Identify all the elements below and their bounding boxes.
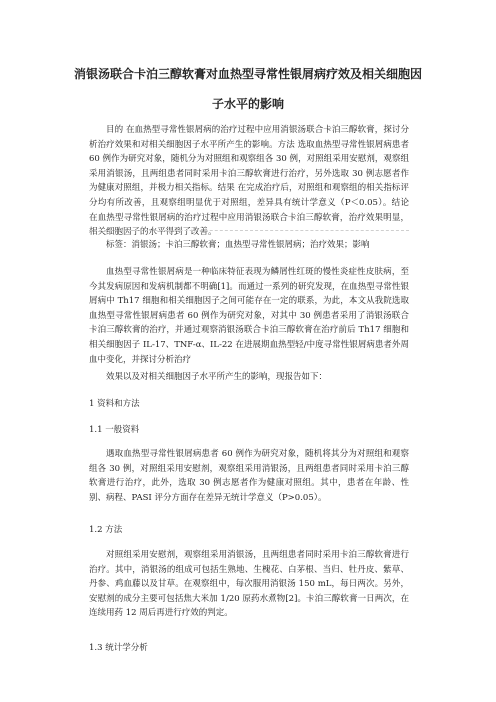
section-1-1-heading: 1.1 一般资料 <box>89 425 140 435</box>
paper-title-line1: 消银汤联合卡泊三醇软膏对血热型寻常性银屑病疗效及相关细胞因 <box>73 67 422 81</box>
paper-title-line2: 子水平的影响 <box>211 97 284 111</box>
intro-continuation: 效果以及对相关细胞因子水平所产生的影响，现报告如下： <box>106 372 328 382</box>
general-data-paragraph: 遇取血热型寻常性银屑病患者 60 例作为研究对象，随机将其分为对照组和观察组各 30 例，对照组采用安慰剂，观察组采用消银汤，且两组患者同时采用卡泊三醇软膏进行治疗，此外，选取 30 例志愿者作为健康对照组。其中，患者在年龄、性别、病程、PASI 评分方面存在差异无统计学意义（P>0.05）。 <box>89 449 409 503</box>
section-divider <box>89 230 409 231</box>
intro-paragraph: 血热型寻常性银屑病是一种临床特征表现为鳞屑性红斑的慢性炎症性皮肤病，至今其发病原因和发病机制都不明确[1]。而通过一系列的研究发现，在血热型寻常性银屑病中 Th17 细胞和相关细胞因子之间可能存在一定的联系，为此，本文从我院选取血热型寻常性银屑病患者 60 例作为研究对象，对其中 30 例患者采用了消银汤联合卡泊三醇软膏的治疗，并通过观察消银汤联合卡泊三醇软膏在治疗前后 Th17 细胞和相关细胞因子 IL-17、TNF-α、IL-22 在进展期血热型轻/中度寻常性银屑病患者外周血中变化，并探讨分析治疗 <box>89 267 409 365</box>
section-1-3-heading: 1.3 统计学分析 <box>89 643 148 653</box>
section-1-heading: 1 资料和方法 <box>89 399 140 409</box>
keywords-line: 标签：消银汤；卡泊三醇软膏；血热型寻常性银屑病；治疗效果；影响 <box>106 240 370 250</box>
methods-paragraph: 对照组采用安慰剂，观察组采用消银汤，且两组患者同时采用卡泊三醇软膏进行治疗。其中，消银汤的组成可包括生熟地、生槐花、白茅根、当归、牡丹皮、紫草、丹参、鸡血藤以及甘草。在观察组中，每次服用消银汤 150 mL，每日两次。另外，安慰剂的成分主要可包括焦大米加 1/20 原药水煮物[2]。卡泊三醇软膏一日两次，在连续用药 12 周后再进行疗效的判定。 <box>89 550 409 619</box>
abstract-paragraph: 目的 在血热型寻常性银屑病的治疗过程中应用消银汤联合卡泊三醇软膏，探讨分析治疗效果和对相关细胞因子水平所产生的影响。方法 选取血热型寻常性银屑病患者 60 例作为研究对象，随机分为对照组和观察组各 30 例，对照组采用安慰剂，观察组采用消银汤，且两组患者同时采用卡泊三醇软膏进行治疗，另外选取 30 例志愿者作为健康对照组，并极力相关指标。结果 在完成治疗后，对照组和观察组的相关指标评分均有所改善，且观察组明显优于对照组，差异具有统计学意义（P＜0.05）。结论 在血热型寻常性银屑病的治疗过程中应用消银汤联合卡泊三醇软膏，治疗效果明显，相关细胞因子的水平得到了改善。 <box>89 125 409 238</box>
section-1-2-heading: 1.2 方法 <box>89 525 123 535</box>
